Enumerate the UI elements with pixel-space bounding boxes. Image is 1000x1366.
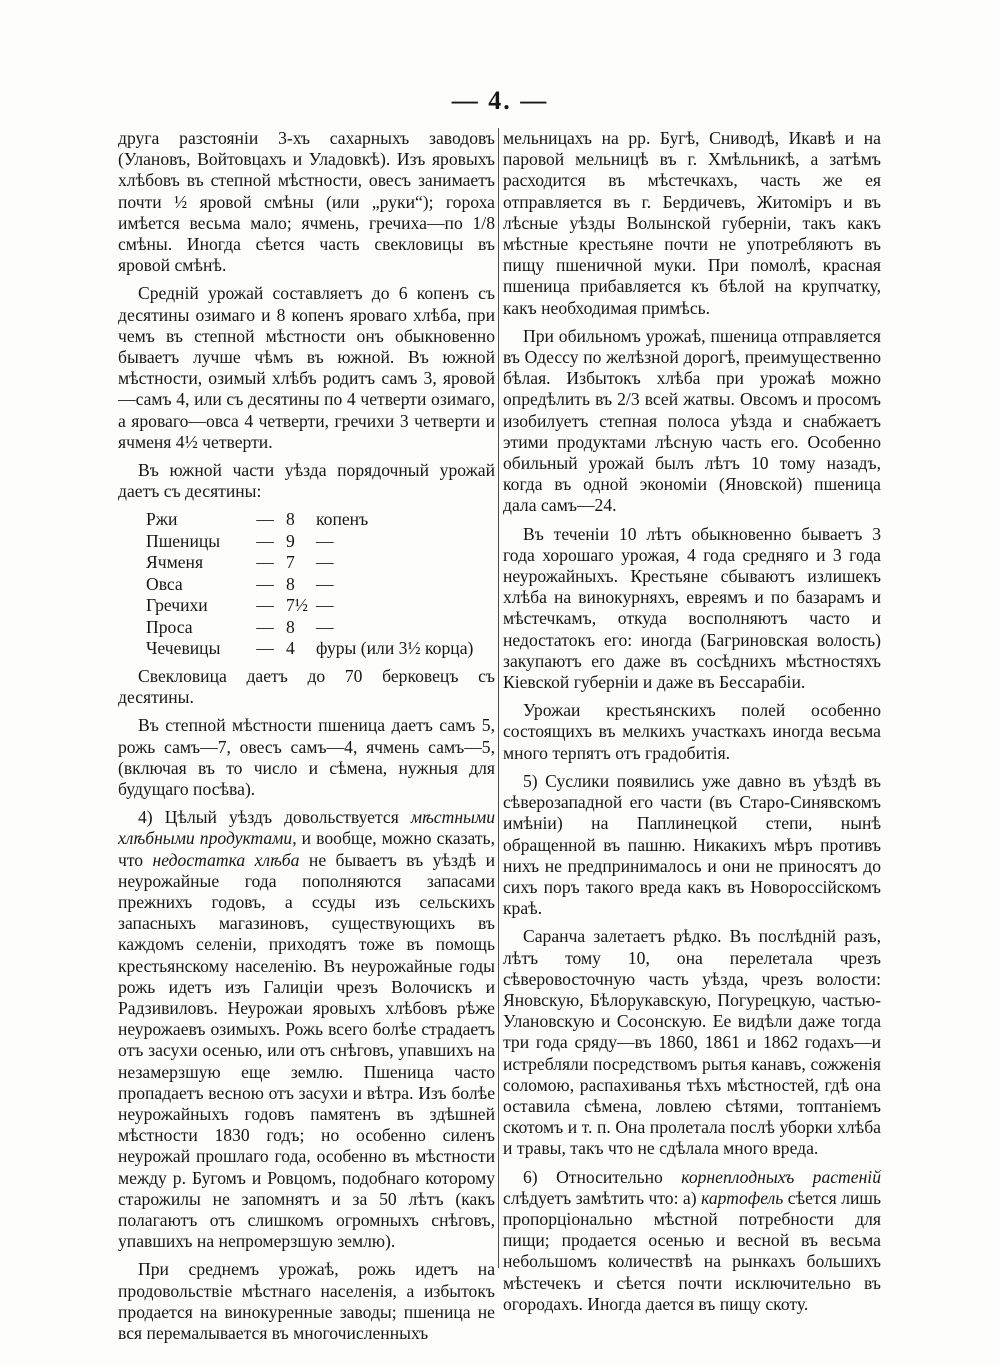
emphasis-grain-shortage: недостатка хлѣба [152,849,300,870]
column-divider [498,128,499,1268]
yield-unit: — [316,616,334,637]
dash: — [256,638,274,659]
dash: — [256,552,274,573]
table-row [146,531,473,553]
dash: — [256,530,274,551]
right-paragraph-2: При обильномъ урожаѣ, пшеница отправляется въ Одессу по желѣзной дорогѣ, преимущественно бѣлая. Избытокъ хлѣба при урожаѣ можно опредѣлить въ 2/3 всей жатвы. Овсомъ и просомъ изобилуетъ степная полоса уѣзда и снабжаетъ этими продуктами лѣсную часть его. Особенно обильный урожай былъ лѣтъ 10 тому назадъ, когда въ одной экономіи (Яновской) пшеница дала самъ—24. [503,325,881,516]
right-paragraph-5: 5) Суслики появились уже давно въ уѣздѣ въ сѣверозападной его части (въ Старо-Синявскомъ имѣніи) на Паплинецкой степи, нынѣ обращенной въ пашню. Никакихъ мѣръ противъ нихъ не предпринималось и они не приносятъ до сихъ поръ такого вреда какъ въ Новороссійскомъ краѣ. [503,770,881,919]
crop-name: Овса [146,573,183,594]
crop-name: Проса [146,616,193,637]
text-run: сѣется лишь пропорціонально мѣстной потребности для пищи; продается осенью и весной въ весьма небольшомъ количествѣ на рынкахъ большихъ мѣстечекъ и сѣется почти исключительно въ огородахъ. Иногда дается въ пищу скоту. [503,1187,881,1314]
dash: — [256,573,274,594]
right-paragraph-1: мельницахъ на рр. Бугѣ, Сниводѣ, Икавѣ и на паровой мельницѣ въ г. Хмѣльникѣ, а затѣмъ расходится въ мѣстечкахъ, часть же ея отправляется въ г. Бердичевъ, Житоміръ и въ лѣсные уѣзды Волынской губерніи, такъ какъ мѣстные крестьяне почти не употребляютъ въ пищу пшеничной муки. При помолѣ, красная пшеница прибавляется къ бѣлой на крупчатку, какъ необходимая примѣсь. [503,128,881,318]
left-paragraph-1: друга разстояніи 3-хъ сахарныхъ заводовъ (Улановъ, Войтовцахъ и Уладовкѣ). Изъ яровыхъ хлѣбовъ въ степной мѣстности, овесъ занимаетъ почти ½ яровой смѣны (или „руки“); гороха имѣется весьма мало; ячмень, гречиха—по 1/8 смѣны. Иногда сѣется часть свекловицы въ яровой смѣнѣ. [118,128,495,276]
emphasis-local-grain: мѣстными хлѣбными продуктами [118,807,495,849]
text-run: , и вообще, можно сказать, что [118,828,495,870]
text-run: 4) Цѣлый уѣздъ довольствуется [138,807,411,828]
left-paragraph-4: Свекловица даетъ до 70 берковецъ съ десятины. [118,665,495,708]
left-column [118,128,495,1351]
yield-table [146,509,473,660]
text-run: 6) Относительно [523,1166,682,1187]
yield-amount: 8 [286,509,295,530]
yield-unit: копенъ [316,509,369,530]
text-run: слѣдуетъ замѣтить что: а) [503,1187,702,1208]
table-row [146,595,473,617]
left-paragraph-6 [118,807,495,1252]
right-paragraph-3: Въ теченіи 10 лѣтъ обыкновенно бываетъ 3 года хорошаго урожая, 4 года средняго и 3 года неурожайныхъ. Крестьяне сбываютъ излишекъ хлѣба на винокурняхъ, евреямъ и по базарамъ и мѣстечкамъ, откуда восполняютъ часто и недостатокъ его: иногда (Багриновская волость) закупаютъ его даже въ сосѣднихъ мѣстностяхъ Кіевской губерніи и даже въ Бессарабіи. [503,523,881,693]
yield-unit: фуры (или 3½ корца) [316,638,474,659]
right-column [503,128,881,1322]
yield-unit: — [316,552,334,573]
yield-amount: 7 [286,552,295,573]
dash: — [256,616,274,637]
crop-name: Гречихи [146,595,208,616]
yield-unit: — [316,595,334,616]
left-paragraph-3: Въ южной части уѣзда порядочный урожай даетъ съ десятины: [118,460,495,502]
table-row [146,552,473,574]
table-row [146,509,473,531]
yield-amount: 4 [286,638,295,659]
yield-amount: 8 [286,616,295,637]
right-paragraph-4: Урожаи крестьянскихъ полей особенно состоящихъ въ мелкихъ участкахъ иногда весьма много терпятъ отъ градобитія. [503,700,881,763]
table-row [146,638,473,660]
text-run: не бываетъ въ уѣздѣ и неурожайные года пополняются запасами прежнихъ годовъ, а ссуды изъ сельскихъ запасныхъ магазиновъ, существующихъ въ каждомъ селеніи, приходятъ тоже въ помощь крестьянскому населенію. Въ неурожайные годы рожь идетъ изъ Галиціи чрезъ Волочискъ и Радзивиловъ. Неурожаи яровыхъ хлѣбовъ рѣже неурожаевъ озимыхъ. Рожь всего болѣе страдаетъ отъ засухи осенью, или отъ снѣговъ, упавшихъ на незамерзшую еще землю. Пшеница часто пропадаетъ весною отъ засухи и вѣтра. Изъ болѣе неурожайныхъ годовъ памятенъ въ здѣшней мѣстности 1830 годъ; но особенно силенъ неурожай прошлаго года, особенно въ мѣстности между р. Бугомъ и Ровцомъ, подобнаго которому старожилы не запомнятъ и за 50 лѣтъ (какъ полагаютъ отъ слишкомъ огромныхъ снѣговъ, упавшихъ на непромерзшую землю). [118,849,495,1252]
table-row [146,574,473,596]
yield-amount: 9 [286,530,295,551]
left-paragraph-2: Средній урожай составляетъ до 6 копенъ съ десятины озимаго и 8 копенъ яроваго хлѣба, при чемъ въ степной мѣстности онъ обыкновенно бываетъ лучше чѣмъ въ южной. Въ южной мѣстности, озимый хлѣбъ родитъ самъ 3, яровой—самъ 4, или съ десятины по 4 четверти озимаго, а яроваго—овса 4 четверти, гречихи 3 четверти и ячменя 4½ четверти. [118,283,495,452]
dash: — [256,595,274,616]
left-paragraph-5: Въ степной мѣстности пшеница даетъ самъ 5, рожь самъ—7, овесъ самъ—4, ячмень самъ—5, (включая въ то число и сѣмена, нужныя для будущаго посѣва). [118,715,495,799]
crop-name: Пшеницы [146,530,221,551]
yield-amount: 8 [286,573,295,594]
yield-amount: 7½ [286,595,308,616]
page-number: — 4. — [451,86,549,115]
crop-name: Ржи [146,509,178,530]
crop-name: Чечевицы [146,638,221,659]
emphasis-root-crops: корнеплодныхъ растеній [681,1166,881,1187]
yield-unit: — [316,530,334,551]
left-paragraph-7: При среднемъ урожаѣ, рожь идетъ на продовольствіе мѣстнаго населенія, а избытокъ продается на винокуренные заводы; пшеница не вся перемалывается въ многочисленныхъ [118,1259,495,1344]
right-paragraph-7 [503,1167,881,1315]
yield-unit: — [316,573,334,594]
table-row [146,617,473,639]
crop-name: Ячменя [146,552,204,573]
emphasis-potato: картофель [701,1187,784,1208]
dash: — [256,509,274,530]
right-paragraph-6: Саранча залетаетъ рѣдко. Въ послѣдній разъ, лѣтъ тому 10, она перелетала чрезъ сѣверовосточную часть уѣзда, чрезъ волости: Яновскую, Бѣлорукавскую, Погурецкую, частью-Улановскую и Сосонскую. Ее видѣли даже тогда три года сряду—въ 1860, 1861 и 1862 годахъ—и истребляли посредствомъ рытья канавъ, сожженія соломою, распахиванья тѣхъ мѣстностей, гдѣ она оставила сѣмена, ловлею сѣтями, топтаніемъ скотомъ и т. п. Она пролетала послѣ уборки хлѣба и травы, такъ что не сдѣлала много вреда. [503,926,881,1159]
